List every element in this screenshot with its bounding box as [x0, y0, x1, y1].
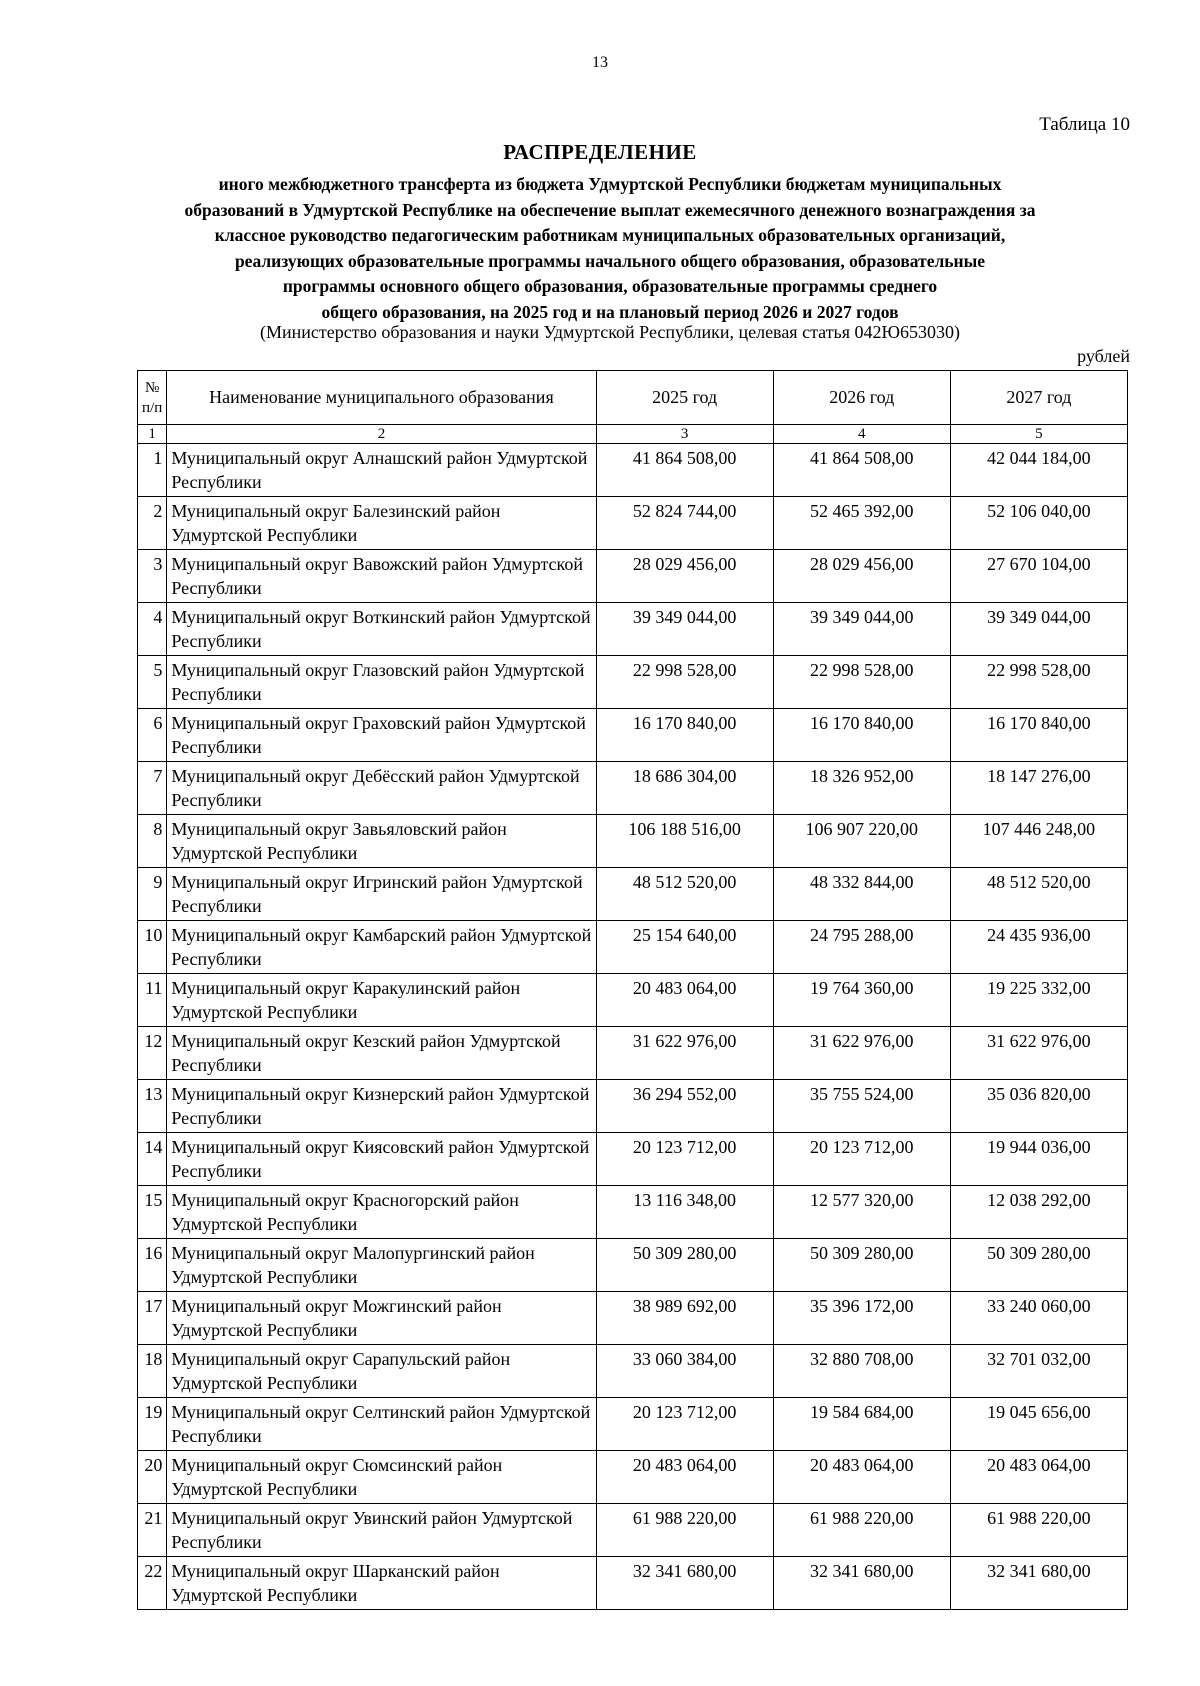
table-label: Таблица 10 — [1039, 114, 1130, 135]
table-row — [138, 709, 1128, 762]
municipality-name: Муниципальный округ Кизнерский район Удмуртской Республики — [167, 1080, 596, 1133]
table-row — [138, 815, 1128, 868]
row-number: 16 — [138, 1239, 167, 1292]
subtitle-line: реализующих образовательные программы начального общего образования, образовательные — [234, 250, 986, 271]
amount-2026: 18 326 952,00 — [773, 762, 950, 815]
amount-2027: 22 998 528,00 — [950, 656, 1127, 709]
row-number: 6 — [138, 709, 167, 762]
amount-2026: 41 864 508,00 — [773, 444, 950, 497]
subtitle-line: программы основного общего образования, образовательные программы среднего — [282, 276, 938, 296]
municipality-name: Муниципальный округ Дебёсский район Удмуртской Республики — [167, 762, 596, 815]
amount-2026: 35 755 524,00 — [773, 1080, 950, 1133]
table-body — [138, 444, 1128, 1610]
document-subtitle — [110, 172, 1110, 325]
table-row — [138, 1239, 1128, 1292]
amount-2027: 24 435 936,00 — [950, 921, 1127, 974]
amount-2025: 20 123 712,00 — [596, 1398, 773, 1451]
amount-2026: 12 577 320,00 — [773, 1186, 950, 1239]
amount-2025: 20 123 712,00 — [596, 1133, 773, 1186]
header-number-line2: п/п — [142, 399, 163, 416]
row-number: 14 — [138, 1133, 167, 1186]
municipality-name: Муниципальный округ Воткинский район Удмуртской Республики — [167, 603, 596, 656]
amount-2026: 31 622 976,00 — [773, 1027, 950, 1080]
subtitle-line: классное руководство педагогическим работникам муниципальных образовательных организаций, — [214, 225, 1006, 245]
amount-2026: 32 341 680,00 — [773, 1557, 950, 1610]
row-number: 10 — [138, 921, 167, 974]
column-number-row — [138, 425, 1128, 444]
municipality-name: Муниципальный округ Можгинский район Удмуртской Республики — [167, 1292, 596, 1345]
municipality-name: Муниципальный округ Красногорский район Удмуртской Республики — [167, 1186, 596, 1239]
amount-2025: 106 188 516,00 — [596, 815, 773, 868]
column-number: 2 — [167, 425, 596, 444]
amount-2027: 19 045 656,00 — [950, 1398, 1127, 1451]
row-number: 20 — [138, 1451, 167, 1504]
row-number: 15 — [138, 1186, 167, 1239]
table-row — [138, 656, 1128, 709]
table-row — [138, 1504, 1128, 1557]
amount-2026: 22 998 528,00 — [773, 656, 950, 709]
table-row — [138, 1186, 1128, 1239]
amount-2026: 20 123 712,00 — [773, 1133, 950, 1186]
municipality-name: Муниципальный округ Балезинский район Удмуртской Республики — [167, 497, 596, 550]
amount-2025: 25 154 640,00 — [596, 921, 773, 974]
amount-2025: 41 864 508,00 — [596, 444, 773, 497]
amount-2025: 18 686 304,00 — [596, 762, 773, 815]
amount-2026: 19 584 684,00 — [773, 1398, 950, 1451]
amount-2027: 52 106 040,00 — [950, 497, 1127, 550]
table-row — [138, 603, 1128, 656]
amount-2027: 18 147 276,00 — [950, 762, 1127, 815]
table-row — [138, 1133, 1128, 1186]
amount-2026: 24 795 288,00 — [773, 921, 950, 974]
column-number: 1 — [138, 425, 167, 444]
row-number: 7 — [138, 762, 167, 815]
amount-2025: 38 989 692,00 — [596, 1292, 773, 1345]
amount-2025: 22 998 528,00 — [596, 656, 773, 709]
table-row — [138, 1557, 1128, 1610]
amount-2027: 39 349 044,00 — [950, 603, 1127, 656]
row-number: 3 — [138, 550, 167, 603]
amount-2025: 20 483 064,00 — [596, 974, 773, 1027]
amount-2027: 12 038 292,00 — [950, 1186, 1127, 1239]
table-row — [138, 974, 1128, 1027]
municipality-name: Муниципальный округ Глазовский район Удмуртской Республики — [167, 656, 596, 709]
municipality-name: Муниципальный округ Камбарский район Удмуртской Республики — [167, 921, 596, 974]
row-number: 1 — [138, 444, 167, 497]
amount-2025: 32 341 680,00 — [596, 1557, 773, 1610]
amount-2027: 42 044 184,00 — [950, 444, 1127, 497]
amount-2025: 39 349 044,00 — [596, 603, 773, 656]
municipality-name: Муниципальный округ Киясовский район Удмуртской Республики — [167, 1133, 596, 1186]
row-number: 22 — [138, 1557, 167, 1610]
amount-2027: 32 701 032,00 — [950, 1345, 1127, 1398]
amount-2026: 28 029 456,00 — [773, 550, 950, 603]
amount-2025: 20 483 064,00 — [596, 1451, 773, 1504]
municipality-name: Муниципальный округ Кезский район Удмуртской Республики — [167, 1027, 596, 1080]
amount-2026: 48 332 844,00 — [773, 868, 950, 921]
municipality-name: Муниципальный округ Каракулинский район Удмуртской Республики — [167, 974, 596, 1027]
subtitle-line: общего образования, на 2025 год и на плановый период 2026 и 2027 годов — [321, 301, 899, 322]
amount-2027: 16 170 840,00 — [950, 709, 1127, 762]
table-row — [138, 1080, 1128, 1133]
header-2026: 2026 год — [773, 371, 950, 425]
amount-2025: 61 988 220,00 — [596, 1504, 773, 1557]
amount-2027: 20 483 064,00 — [950, 1451, 1127, 1504]
amount-2026: 20 483 064,00 — [773, 1451, 950, 1504]
amount-2026: 32 880 708,00 — [773, 1345, 950, 1398]
municipality-name: Муниципальный округ Сюмсинский район Удмуртской Республики — [167, 1451, 596, 1504]
amount-2026: 61 988 220,00 — [773, 1504, 950, 1557]
municipality-name: Муниципальный округ Шарканский район Удмуртской Республики — [167, 1557, 596, 1610]
row-number: 21 — [138, 1504, 167, 1557]
header-2027: 2027 год — [950, 371, 1127, 425]
table-row — [138, 1292, 1128, 1345]
amount-2025: 31 622 976,00 — [596, 1027, 773, 1080]
column-number: 3 — [596, 425, 773, 444]
amount-2027: 33 240 060,00 — [950, 1292, 1127, 1345]
amount-2027: 32 341 680,00 — [950, 1557, 1127, 1610]
amount-2025: 16 170 840,00 — [596, 709, 773, 762]
municipality-name: Муниципальный округ Завьяловский район Удмуртской Республики — [167, 815, 596, 868]
amount-2027: 19 225 332,00 — [950, 974, 1127, 1027]
amount-2027: 19 944 036,00 — [950, 1133, 1127, 1186]
amount-2025: 28 029 456,00 — [596, 550, 773, 603]
row-number: 2 — [138, 497, 167, 550]
table-row — [138, 1398, 1128, 1451]
municipality-name: Муниципальный округ Граховский район Удмуртской Республики — [167, 709, 596, 762]
amount-2026: 52 465 392,00 — [773, 497, 950, 550]
table-header-row — [138, 371, 1128, 425]
row-number: 11 — [138, 974, 167, 1027]
document-heading: РАСПРЕДЕЛЕНИЕ — [503, 140, 697, 164]
column-number: 5 — [950, 425, 1127, 444]
ministry-note: (Министерство образования и науки Удмуртской Республики, целевая статья 042Ю653030) — [259, 322, 961, 342]
row-number: 4 — [138, 603, 167, 656]
amount-2025: 13 116 348,00 — [596, 1186, 773, 1239]
amount-2025: 33 060 384,00 — [596, 1345, 773, 1398]
subtitle-line: образований в Удмуртской Республике на обеспечение выплат ежемесячного денежного вознаграждения за — [184, 199, 1036, 220]
table-row — [138, 868, 1128, 921]
table-row — [138, 550, 1128, 603]
amount-2027: 35 036 820,00 — [950, 1080, 1127, 1133]
amount-2026: 19 764 360,00 — [773, 974, 950, 1027]
amount-2026: 50 309 280,00 — [773, 1239, 950, 1292]
row-number: 19 — [138, 1398, 167, 1451]
municipality-name: Муниципальный округ Вавожский район Удмуртской Республики — [167, 550, 596, 603]
amount-2027: 31 622 976,00 — [950, 1027, 1127, 1080]
row-number: 12 — [138, 1027, 167, 1080]
table-row — [138, 444, 1128, 497]
amount-2025: 48 512 520,00 — [596, 868, 773, 921]
table-row — [138, 1451, 1128, 1504]
row-number: 18 — [138, 1345, 167, 1398]
row-number: 8 — [138, 815, 167, 868]
header-number — [138, 371, 167, 425]
municipality-name: Муниципальный округ Увинский район Удмуртской Республики — [167, 1504, 596, 1557]
amount-2027: 48 512 520,00 — [950, 868, 1127, 921]
row-number: 17 — [138, 1292, 167, 1345]
amount-2025: 50 309 280,00 — [596, 1239, 773, 1292]
header-municipality-name: Наименование муниципального образования — [167, 371, 596, 425]
amount-2026: 106 907 220,00 — [773, 815, 950, 868]
municipality-name: Муниципальный округ Малопургинский район Удмуртской Республики — [167, 1239, 596, 1292]
amount-2027: 107 446 248,00 — [950, 815, 1127, 868]
header-number-line1: № — [145, 379, 160, 396]
amount-2025: 52 824 744,00 — [596, 497, 773, 550]
distribution-table — [137, 370, 1128, 1610]
table-row — [138, 1027, 1128, 1080]
table-row — [138, 1345, 1128, 1398]
column-number: 4 — [773, 425, 950, 444]
header-2025: 2025 год — [596, 371, 773, 425]
amount-2026: 39 349 044,00 — [773, 603, 950, 656]
municipality-name: Муниципальный округ Селтинский район Удмуртской Республики — [167, 1398, 596, 1451]
subtitle-line: иного межбюджетного трансферта из бюджета Удмуртской Республики бюджетам муниципальных — [218, 174, 1002, 194]
table-row — [138, 497, 1128, 550]
municipality-name: Муниципальный округ Алнашский район Удмуртской Республики — [167, 444, 596, 497]
amount-2027: 27 670 104,00 — [950, 550, 1127, 603]
page-number: 13 — [592, 54, 608, 71]
unit-label: рублей — [1077, 346, 1130, 366]
municipality-name: Муниципальный округ Сарапульский район Удмуртской Республики — [167, 1345, 596, 1398]
municipality-name: Муниципальный округ Игринский район Удмуртской Республики — [167, 868, 596, 921]
amount-2025: 36 294 552,00 — [596, 1080, 773, 1133]
table-row — [138, 762, 1128, 815]
row-number: 13 — [138, 1080, 167, 1133]
amount-2026: 16 170 840,00 — [773, 709, 950, 762]
amount-2027: 50 309 280,00 — [950, 1239, 1127, 1292]
row-number: 5 — [138, 656, 167, 709]
table-row — [138, 921, 1128, 974]
amount-2026: 35 396 172,00 — [773, 1292, 950, 1345]
amount-2027: 61 988 220,00 — [950, 1504, 1127, 1557]
row-number: 9 — [138, 868, 167, 921]
